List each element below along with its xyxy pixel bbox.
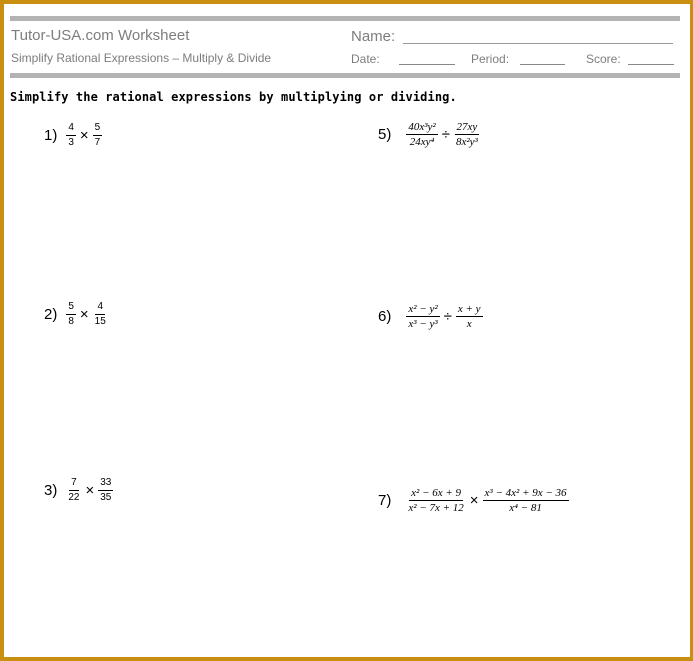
- multiply-operator: ×: [79, 306, 89, 323]
- multiply-operator: ×: [85, 482, 95, 499]
- problem-6: [378, 303, 484, 330]
- problem-7: [378, 487, 570, 514]
- fraction-left: $\frac{\text{x² − 6x + 9}}{\text{x² − 7x + 12}}$: [408, 487, 464, 514]
- problem-number: 3): [44, 482, 58, 499]
- fraction-right: $\frac{\text{x³ − 4x² + 9x − 36}}{\text{x⁴ − 81}}$: [484, 487, 567, 514]
- fraction-left: $\frac{4}{3}$: [68, 122, 74, 148]
- fraction-left: $\frac{5}{8}$: [68, 301, 74, 327]
- problem-5: [378, 121, 481, 148]
- worksheet-title: Tutor-USA.com Worksheet: [11, 27, 190, 44]
- divide-operator: ÷: [443, 308, 452, 325]
- worksheet-subtitle: Simplify Rational Expressions – Multiply & Divide: [11, 51, 272, 65]
- score-field[interactable]: [628, 64, 674, 65]
- date-label: Date:: [351, 52, 380, 66]
- problem-number: 2): [44, 306, 58, 323]
- problem-1: [44, 122, 103, 149]
- fraction-left: $\frac{\text{40x³y²}}{\text{24xy⁴}}$: [408, 121, 436, 148]
- header-divider-top: [10, 16, 680, 21]
- multiply-operator: ×: [79, 127, 89, 144]
- fraction-right: $\frac{x + y}{x}$: [457, 303, 481, 330]
- period-field[interactable]: [520, 64, 565, 65]
- fraction-right: $\frac{5}{7}$: [94, 122, 101, 148]
- fraction-right: $\frac{27xy}{\text{8x²y³}}$: [455, 121, 478, 148]
- name-label: Name:: [351, 28, 396, 45]
- score-label: Score:: [586, 52, 621, 66]
- problem-number: 1): [44, 127, 58, 144]
- problem-2: [44, 301, 109, 328]
- multiply-operator: ×: [469, 492, 479, 509]
- problem-3: [44, 477, 114, 504]
- problem-number: 5): [378, 126, 392, 143]
- problem-number: 7): [378, 492, 392, 509]
- period-label: Period:: [471, 52, 510, 66]
- name-field[interactable]: [403, 43, 673, 44]
- fraction-right: $\frac{33}{35}$: [100, 477, 112, 503]
- worksheet-page: [4, 4, 690, 657]
- instructions: Simplify the rational expressions by multiplying or dividing.: [10, 90, 457, 104]
- fraction-left: $\frac{\text{x² − y²}}{\text{x³ − y³}}$: [408, 303, 438, 330]
- header-divider-bottom: [10, 73, 680, 78]
- fraction-right: $\frac{4}{15}$: [94, 301, 106, 327]
- date-field[interactable]: [399, 64, 455, 65]
- fraction-left: $\frac{7}{22}$: [68, 477, 80, 503]
- divide-operator: ÷: [441, 126, 450, 143]
- problem-number: 6): [378, 308, 392, 325]
